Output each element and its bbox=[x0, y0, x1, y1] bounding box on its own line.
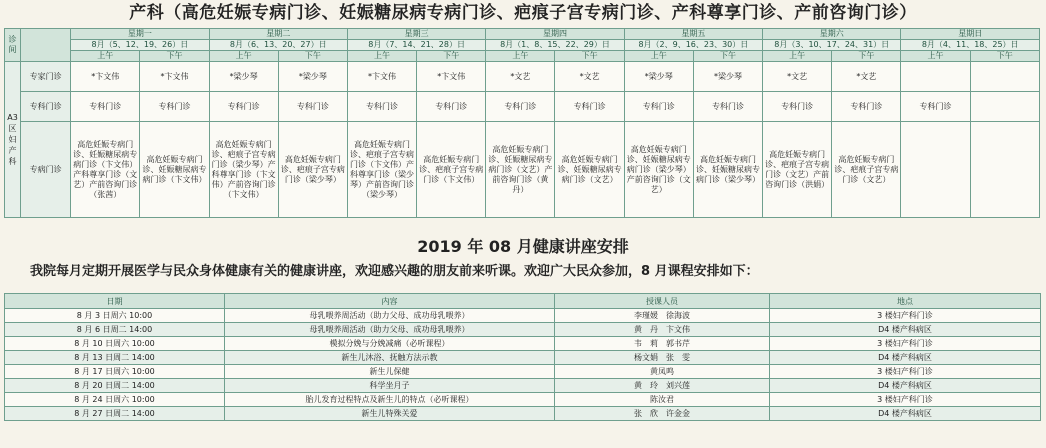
day-label: 星期一 bbox=[71, 29, 209, 40]
schedule-cell: *梁少琴 bbox=[278, 62, 347, 92]
schedule-cell bbox=[970, 62, 1039, 92]
lecture-speaker: 李瑾媛 徐海波 bbox=[555, 309, 770, 323]
schedule-cell: 高危妊娠专病门诊、疤痕子宫专病门诊（文艺） bbox=[832, 122, 901, 218]
lecture-table bbox=[4, 293, 1041, 421]
schedule-cell: *文艺 bbox=[763, 62, 832, 92]
lecture-content: 新生儿特殊关爱 bbox=[225, 407, 555, 421]
schedule-cell: 高危妊娠专病门诊、妊娠糖尿病专病门诊（卞文伟） bbox=[140, 122, 209, 218]
schedule-cell: *卞文伟 bbox=[71, 62, 140, 92]
schedule-cell: 专科门诊 bbox=[347, 92, 416, 122]
pm-label: 下午 bbox=[693, 51, 762, 62]
schedule-cell bbox=[901, 62, 970, 92]
day-label: 星期二 bbox=[209, 29, 347, 40]
schedule-cell: 专科门诊 bbox=[209, 92, 278, 122]
schedule-table bbox=[4, 28, 1040, 218]
lecture-date: 8 月 24 日周六 10:00 bbox=[5, 393, 225, 407]
schedule-cell: 专科门诊 bbox=[901, 92, 970, 122]
lecture-intro: 我院每月定期开展医学与民众身体健康有关的健康讲座，欢迎感兴趣的朋友前来听课。欢迎广大民众参加，8 月课程安排如下： bbox=[30, 264, 759, 279]
day-dates: 8月（4、11、18、25）日 bbox=[901, 40, 1040, 51]
pm-label: 下午 bbox=[140, 51, 209, 62]
table-row bbox=[5, 351, 1041, 365]
lecture-date: 8 月 17 日周六 10:00 bbox=[5, 365, 225, 379]
lecture-header-speaker: 授课人员 bbox=[555, 294, 770, 309]
lecture-speaker: 黄 玲 刘兴莲 bbox=[555, 379, 770, 393]
lecture-location: 3 楼妇产科门诊 bbox=[770, 393, 1041, 407]
schedule-cell: *卞文伟 bbox=[347, 62, 416, 92]
row-label-special: 专病门诊 bbox=[21, 122, 71, 218]
schedule-cell: 专科门诊 bbox=[693, 92, 762, 122]
schedule-cell: 高危妊娠专病门诊、妊娠糖尿病专病门诊（梁少琴） bbox=[693, 122, 762, 218]
lecture-header-date: 日期 bbox=[5, 294, 225, 309]
lecture-location: D4 楼产科病区 bbox=[770, 407, 1041, 421]
lecture-location: 3 楼妇产科门诊 bbox=[770, 365, 1041, 379]
schedule-cell bbox=[970, 122, 1039, 218]
am-label: 上午 bbox=[763, 51, 832, 62]
pm-label: 下午 bbox=[555, 51, 624, 62]
schedule-cell: *卞文伟 bbox=[140, 62, 209, 92]
lecture-content: 新生儿保健 bbox=[225, 365, 555, 379]
lecture-date: 8 月 6 日周二 14:00 bbox=[5, 323, 225, 337]
schedule-cell: 专科门诊 bbox=[624, 92, 693, 122]
schedule-cell: *梁少琴 bbox=[209, 62, 278, 92]
lecture-speaker: 黄凤鸣 bbox=[555, 365, 770, 379]
page-title: 产科（高危妊娠专病门诊、妊娠糖尿病专病门诊、疤痕子宫专病门诊、产科尊享门诊、产前咨询门诊） bbox=[129, 3, 917, 23]
dept-header: 诊间 bbox=[5, 29, 21, 62]
lecture-content: 母乳喂养周活动（助力父母、成功母乳喂养） bbox=[225, 323, 555, 337]
schedule-cell: *梁少琴 bbox=[624, 62, 693, 92]
schedule-cell: 高危妊娠专病门诊、妊娠糖尿病专病门诊（文艺）产前咨询门诊（黄丹） bbox=[486, 122, 555, 218]
schedule-cell: 专科门诊 bbox=[140, 92, 209, 122]
schedule-cell: 专科门诊 bbox=[486, 92, 555, 122]
lecture-speaker: 黄 丹 卞文伟 bbox=[555, 323, 770, 337]
day-dates: 8月（7、14、21、28）日 bbox=[347, 40, 485, 51]
lecture-location: D4 楼产科病区 bbox=[770, 379, 1041, 393]
day-dates: 8月（5、12、19、26）日 bbox=[71, 40, 209, 51]
pm-label: 下午 bbox=[832, 51, 901, 62]
lecture-speaker: 韦 莉 郭书芹 bbox=[555, 337, 770, 351]
schedule-cell: 高危妊娠专病门诊、疤痕子宫专病门诊（文艺）产前咨询门诊（洪娟） bbox=[763, 122, 832, 218]
day-label: 星期四 bbox=[486, 29, 624, 40]
day-label: 星期五 bbox=[624, 29, 762, 40]
schedule-cell: 高危妊娠专病门诊、疤痕子宫专病门诊（卞文伟） bbox=[417, 122, 486, 218]
schedule-cell: 高危妊娠专病门诊、妊娠糖尿病专病门诊（文艺） bbox=[555, 122, 624, 218]
am-label: 上午 bbox=[624, 51, 693, 62]
schedule-cell: 高危妊娠专病门诊、疤痕子宫专病门诊（梁少琴） bbox=[278, 122, 347, 218]
lecture-content: 新生儿沐浴、抚触方法示教 bbox=[225, 351, 555, 365]
day-label: 星期三 bbox=[347, 29, 485, 40]
table-row bbox=[5, 393, 1041, 407]
schedule-cell: *卞文伟 bbox=[417, 62, 486, 92]
lecture-location: D4 楼产科病区 bbox=[770, 323, 1041, 337]
clinic-type-header bbox=[21, 29, 71, 62]
lecture-date: 8 月 13 日周二 14:00 bbox=[5, 351, 225, 365]
lecture-date: 8 月 3 日周六 10:00 bbox=[5, 309, 225, 323]
schedule-cell: *文艺 bbox=[486, 62, 555, 92]
schedule-cell: 专科门诊 bbox=[763, 92, 832, 122]
day-label: 星期六 bbox=[763, 29, 901, 40]
lecture-date: 8 月 27 日周二 14:00 bbox=[5, 407, 225, 421]
pm-label: 下午 bbox=[278, 51, 347, 62]
schedule-cell: *文艺 bbox=[832, 62, 901, 92]
day-dates: 8月（3、10、17、24、31）日 bbox=[763, 40, 901, 51]
row-label-expert: 专家门诊 bbox=[21, 62, 71, 92]
lecture-speaker: 陈汝君 bbox=[555, 393, 770, 407]
schedule-cell: 专科门诊 bbox=[832, 92, 901, 122]
schedule-cell: 高危妊娠专病门诊、疤痕子宫专病门诊（梁少琴）产科尊享门诊（卞文伟）产前咨询门诊（卞文伟） bbox=[209, 122, 278, 218]
table-row bbox=[5, 365, 1041, 379]
schedule-cell: 专科门诊 bbox=[71, 92, 140, 122]
table-row bbox=[5, 309, 1041, 323]
day-dates: 8月（6、13、20、27）日 bbox=[209, 40, 347, 51]
lecture-location: 3 楼妇产科门诊 bbox=[770, 309, 1041, 323]
lecture-title: 2019 年 08 月健康讲座安排 bbox=[417, 237, 629, 256]
table-row bbox=[5, 407, 1041, 421]
am-label: 上午 bbox=[209, 51, 278, 62]
lecture-content: 母乳喂养周活动（助力父母、成功母乳喂养） bbox=[225, 309, 555, 323]
day-dates: 8月（2、9、16、23、30）日 bbox=[624, 40, 762, 51]
am-label: 上午 bbox=[347, 51, 416, 62]
schedule-cell: 专科门诊 bbox=[555, 92, 624, 122]
lecture-header-location: 地点 bbox=[770, 294, 1041, 309]
lecture-content: 模拟分娩与分娩减痛（必听课程） bbox=[225, 337, 555, 351]
lecture-location: D4 楼产科病区 bbox=[770, 351, 1041, 365]
day-dates: 8月（1、8、15、22、29）日 bbox=[486, 40, 624, 51]
schedule-cell: 高危妊娠专病门诊、妊娠糖尿病专病门诊（卞文伟）产科尊享门诊（文艺）产前咨询门诊（张茜） bbox=[71, 122, 140, 218]
day-label: 星期日 bbox=[901, 29, 1040, 40]
pm-label: 下午 bbox=[417, 51, 486, 62]
table-row bbox=[5, 337, 1041, 351]
location-label: A3区妇产科 bbox=[5, 62, 21, 218]
schedule-cell bbox=[970, 92, 1039, 122]
table-row bbox=[5, 323, 1041, 337]
lecture-date: 8 月 20 日周二 14:00 bbox=[5, 379, 225, 393]
schedule-cell: 高危妊娠专病门诊、妊娠糖尿病专病门诊（梁少琴）产前咨询门诊（文艺） bbox=[624, 122, 693, 218]
row-label-specialty: 专科门诊 bbox=[21, 92, 71, 122]
am-label: 上午 bbox=[71, 51, 140, 62]
schedule-cell: 专科门诊 bbox=[417, 92, 486, 122]
lecture-content: 胎儿发育过程特点及新生儿的特点（必听课程） bbox=[225, 393, 555, 407]
schedule-cell: *文艺 bbox=[555, 62, 624, 92]
schedule-cell: *梁少琴 bbox=[693, 62, 762, 92]
schedule-cell: 专科门诊 bbox=[278, 92, 347, 122]
schedule-cell bbox=[901, 122, 970, 218]
am-label: 上午 bbox=[901, 51, 970, 62]
schedule-cell: 高危妊娠专病门诊、疤痕子宫专病门诊（卞文伟）产科尊享门诊（梁少琴）产前咨询门诊（梁少琴） bbox=[347, 122, 416, 218]
lecture-date: 8 月 10 日周六 10:00 bbox=[5, 337, 225, 351]
pm-label: 下午 bbox=[970, 51, 1039, 62]
table-row bbox=[5, 379, 1041, 393]
lecture-content: 科学坐月子 bbox=[225, 379, 555, 393]
am-label: 上午 bbox=[486, 51, 555, 62]
lecture-speaker: 张 欣 许金金 bbox=[555, 407, 770, 421]
lecture-header-content: 内容 bbox=[225, 294, 555, 309]
lecture-speaker: 杨文娟 张 雯 bbox=[555, 351, 770, 365]
lecture-location: 3 楼妇产科门诊 bbox=[770, 337, 1041, 351]
